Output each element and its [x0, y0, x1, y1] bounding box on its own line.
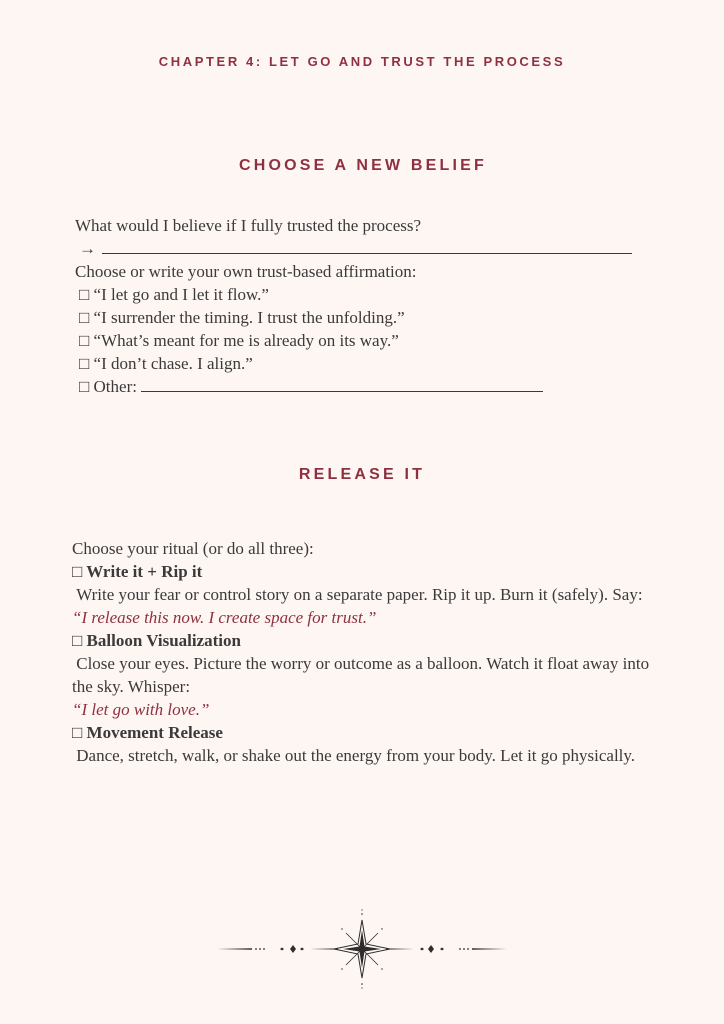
arrow-icon: →	[79, 239, 96, 258]
affirmation-option-text: “I let go and I let it flow.”	[93, 285, 269, 304]
checkbox-icon[interactable]: □	[79, 377, 90, 396]
belief-answer-blank[interactable]	[102, 237, 632, 254]
ritual-description: Dance, stretch, walk, or shake out the energy from your body. Let it go physically.	[76, 746, 636, 765]
ritual-quote: “I release this now. I create space for trust.”	[72, 608, 377, 627]
checkbox-icon[interactable]: □	[79, 354, 90, 373]
ritual-heading	[72, 560, 672, 583]
ritual-heading	[72, 721, 672, 744]
section-title-choose-belief: CHOOSE A NEW BELIEF	[238, 157, 488, 174]
affirmation-option-text: “I surrender the timing. I trust the unfolding.”	[93, 308, 405, 327]
release-section	[72, 537, 672, 767]
ritual-name: Balloon Visualization	[86, 631, 241, 650]
section-title-release: RELEASE IT	[298, 466, 426, 483]
affirmation-prompt: Choose or write your own trust-based affirmation:	[75, 262, 417, 281]
affirmation-option-text: “I don’t chase. I align.”	[93, 354, 253, 373]
sparkle-star-divider-icon	[212, 908, 512, 992]
belief-section	[75, 214, 675, 398]
belief-answer-line	[75, 237, 675, 260]
checkbox-icon[interactable]: □	[72, 562, 83, 581]
chapter-header: CHAPTER 4: LET GO AND TRUST THE PROCESS	[158, 54, 566, 69]
belief-question: What would I believe if I fully trusted the process?	[75, 216, 422, 235]
checkbox-icon[interactable]: □	[79, 285, 90, 304]
checkbox-icon[interactable]: □	[79, 331, 90, 350]
checkbox-icon[interactable]: □	[72, 723, 83, 742]
affirmation-option[interactable]	[75, 283, 675, 306]
ritual-quote: “I let go with love.”	[72, 700, 210, 719]
ritual-description: Close your eyes. Picture the worry or outcome as a balloon. Watch it float away into the sky. Whisper:	[72, 654, 650, 696]
other-blank[interactable]	[141, 375, 543, 392]
other-label: Other:	[93, 377, 137, 396]
ritual-description: Write your fear or control story on a separate paper. Rip it up. Burn it (safely). Say:	[76, 585, 643, 604]
affirmation-option[interactable]	[75, 329, 675, 352]
affirmation-option-other[interactable]	[75, 375, 675, 398]
ritual-name: Write it + Rip it	[86, 562, 203, 581]
checkbox-icon[interactable]: □	[79, 308, 90, 327]
checkbox-icon[interactable]: □	[72, 631, 83, 650]
affirmation-option-text: “What’s meant for me is already on its way.”	[93, 331, 399, 350]
ritual-intro: Choose your ritual (or do all three):	[72, 539, 314, 558]
affirmation-option[interactable]	[75, 306, 675, 329]
ritual-name: Movement Release	[86, 723, 223, 742]
ritual-heading	[72, 629, 672, 652]
affirmation-option[interactable]	[75, 352, 675, 375]
